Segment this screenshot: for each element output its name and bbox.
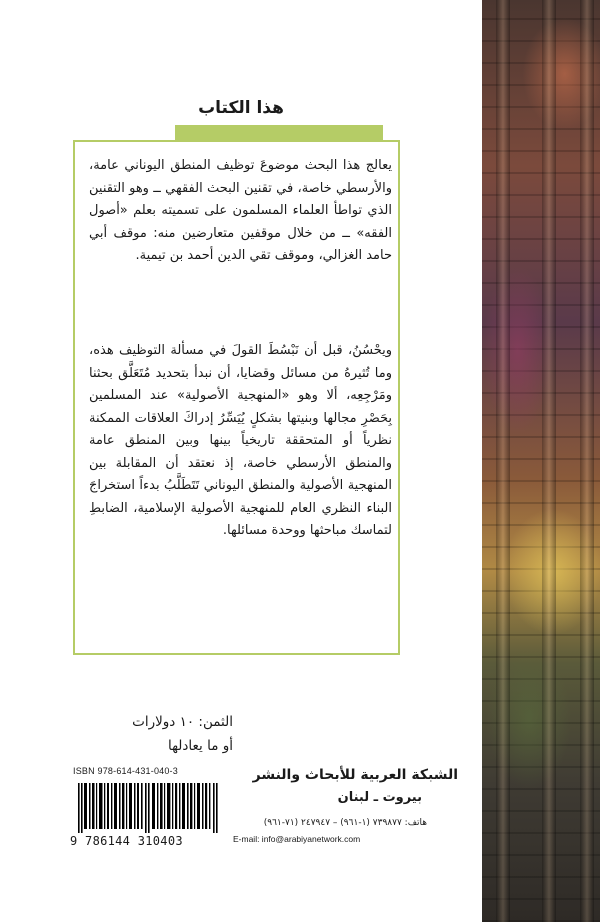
section-title: هذا الكتاب <box>198 98 284 118</box>
publisher-name: الشبكة العربية للأبحاث والنشر <box>252 767 458 783</box>
artwork-column <box>542 0 556 922</box>
barcode-digits: 9 786144 310403 <box>70 834 183 848</box>
price-block <box>73 710 233 758</box>
artwork-column <box>496 0 510 922</box>
price-line: الثمن: ١٠ دولارات <box>132 714 233 730</box>
description-paragraph-2: ويحْسُنُ، قبل أن نَبْسُطَ القولَ في مسألة التوظيف هذه، وما تُثيرهُ من مسائل وقضايا، أن نبدأ بتحديد مُتَعَلَّق بحثنا ومَرْجِعِه، ألا وهو «المنهجية الأصولية» عند المسلمين بِحَصْرِ مجالها وبنيتها بشكلٍ يُيَسِّرُ إدراكَ العلاقات الممكنة نظرياً أو المتحققة تاريخياً بينها وبين المنطق عامة والمنطق الأرسطي خاصة، إذ نعتقد أن المقابلة بين المنهجية الأصولية والمنطق اليوناني تَتَطَلَّبُ بدءاً استخراجَ البناء النظري العام للمنهجية الأصولية الإسلامية، الضابطِ لتماسك مباحثها ووحدة مسائلها. <box>89 343 392 538</box>
publisher-email: E-mail: info@arabiyanetwork.com <box>233 834 361 844</box>
cover-art-strip <box>482 0 600 922</box>
artwork-column <box>580 0 594 922</box>
publisher-city: بيروت ـ لبنان <box>337 790 422 805</box>
publisher-phone: هاتف: ٧٣٩٨٧٧ (١-٩٦١) – ٢٤٧٩٤٧ (٧١-٩٦١) <box>263 818 427 828</box>
description-paragraph-1: يعالج هذا البحث موضوعَ توظيف المنطق اليوناني عامة، والأرسطي خاصة، في تقنين البحث الفقهي ــ وهو التقنين الذي تواطأ العلماء المسلمون على تسميته بعلم «أصول الفقه» ــ من خلال موقفين متعارضين منه: موقف أبي حامد الغزالي، وموقف تقي الدين أحمد بن تيمية. <box>89 158 392 263</box>
isbn-number: ISBN 978-614-431-040-3 <box>73 766 178 776</box>
title-accent-bar <box>175 125 383 140</box>
price-equivalent: أو ما يعادلها <box>167 738 233 754</box>
barcode <box>78 783 218 833</box>
